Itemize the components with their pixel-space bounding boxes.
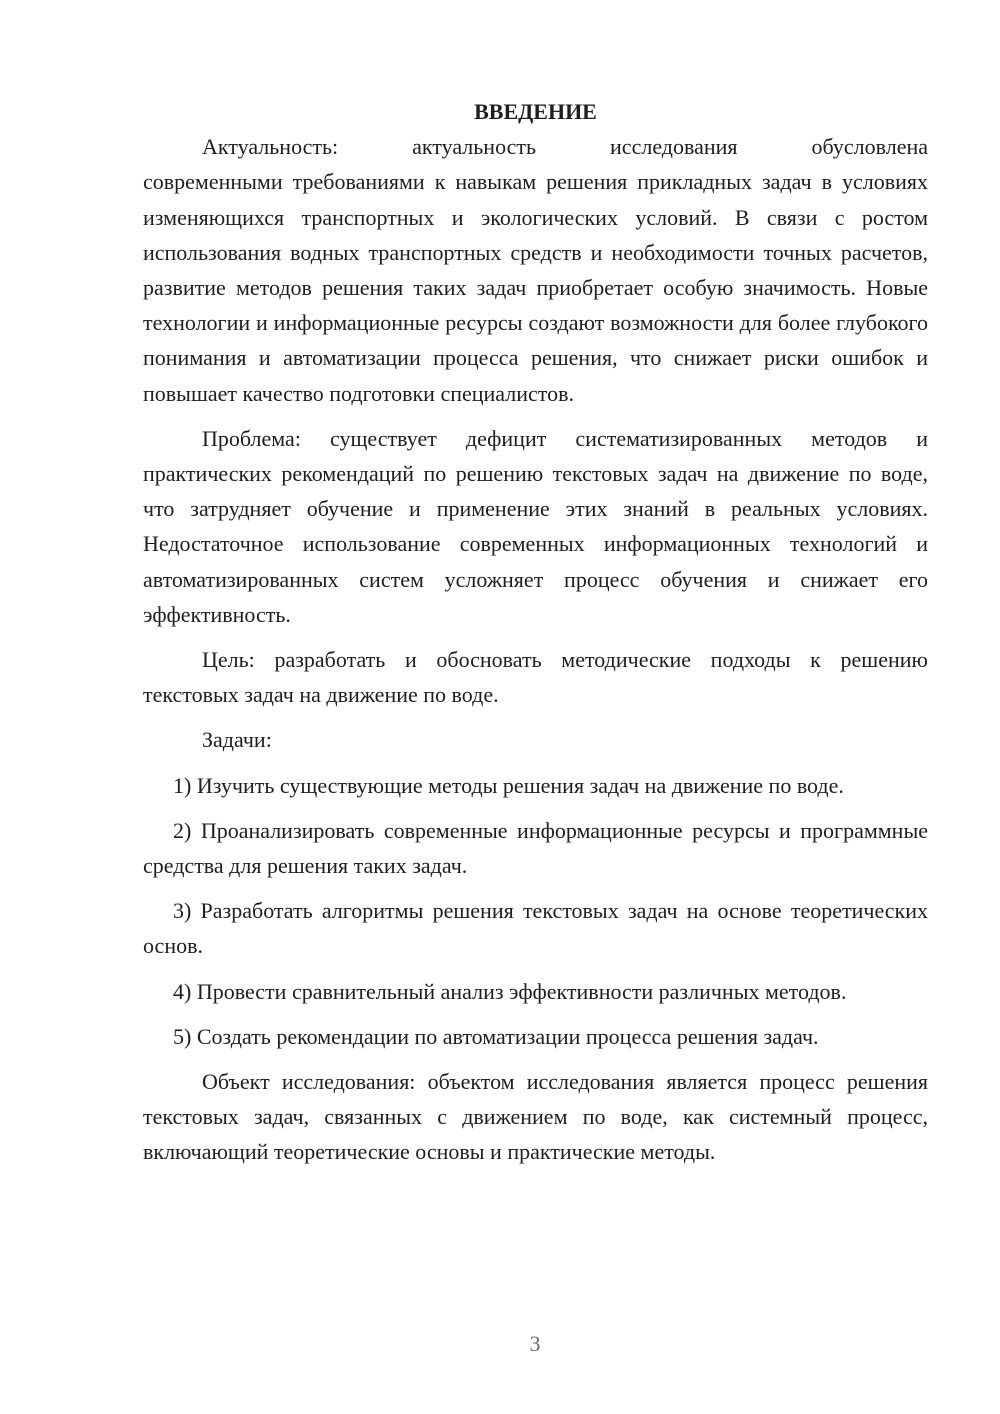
goal-paragraph: Цель: разработать и обосновать методические подходы к решению текстовых задач на движение по воде.	[143, 647, 928, 708]
problem-paragraph: Проблема: существует дефицит систематизированных методов и практических рекомендаций по решению текстовых задач на движение по воде, что затрудняет обучение и применение этих знаний в реальных условиях. Недостаточное использование современных информационных технологий и автоматизированных систем усложняет процесс обучения и снижает его эффективность.	[143, 425, 928, 627]
relevance-paragraph: современными требованиями к навыкам решения прикладных задач в условиях изменяющихся транспортных и экологических условий. В связи с ростом использования водных транспортных средств и необходимости точных расчетов, развитие методов решения таких задач приобретает особую значимость. Новые технологии и информационные ресурсы создают возможности для более глубокого понимания и автоматизации процесса решения, что снижает риски ошибок и повышает качество подготовки специалистов.	[143, 169, 928, 406]
task-item: 4) Провести сравнительный анализ эффективности различных методов.	[173, 978, 847, 1004]
page-number: 3	[529, 1331, 541, 1356]
tasks-label: Задачи:	[202, 727, 272, 753]
task-item: 1) Изучить существующие методы решения задач на движение по воде.	[173, 772, 844, 798]
task-item: 3) Разработать алгоритмы решения текстовых задач на основе теоретических основ.	[143, 898, 928, 959]
section-heading: ВВЕДЕНИЕ	[474, 99, 597, 124]
object-paragraph: Объект исследования: объектом исследования является процесс решения текстовых задач, связанных с движением по воде, как системный процесс, включающий теоретические основы и практические методы.	[143, 1069, 928, 1165]
relevance-first-line: Актуальность: актуальность исследования обусловлена	[202, 134, 928, 160]
task-item: 2) Проанализировать современные информационные ресурсы и программные средства для решения таких задач.	[143, 817, 928, 879]
task-item: 5) Создать рекомендации по автоматизации процесса решения задач.	[173, 1023, 819, 1049]
page-content	[143, 94, 928, 1180]
